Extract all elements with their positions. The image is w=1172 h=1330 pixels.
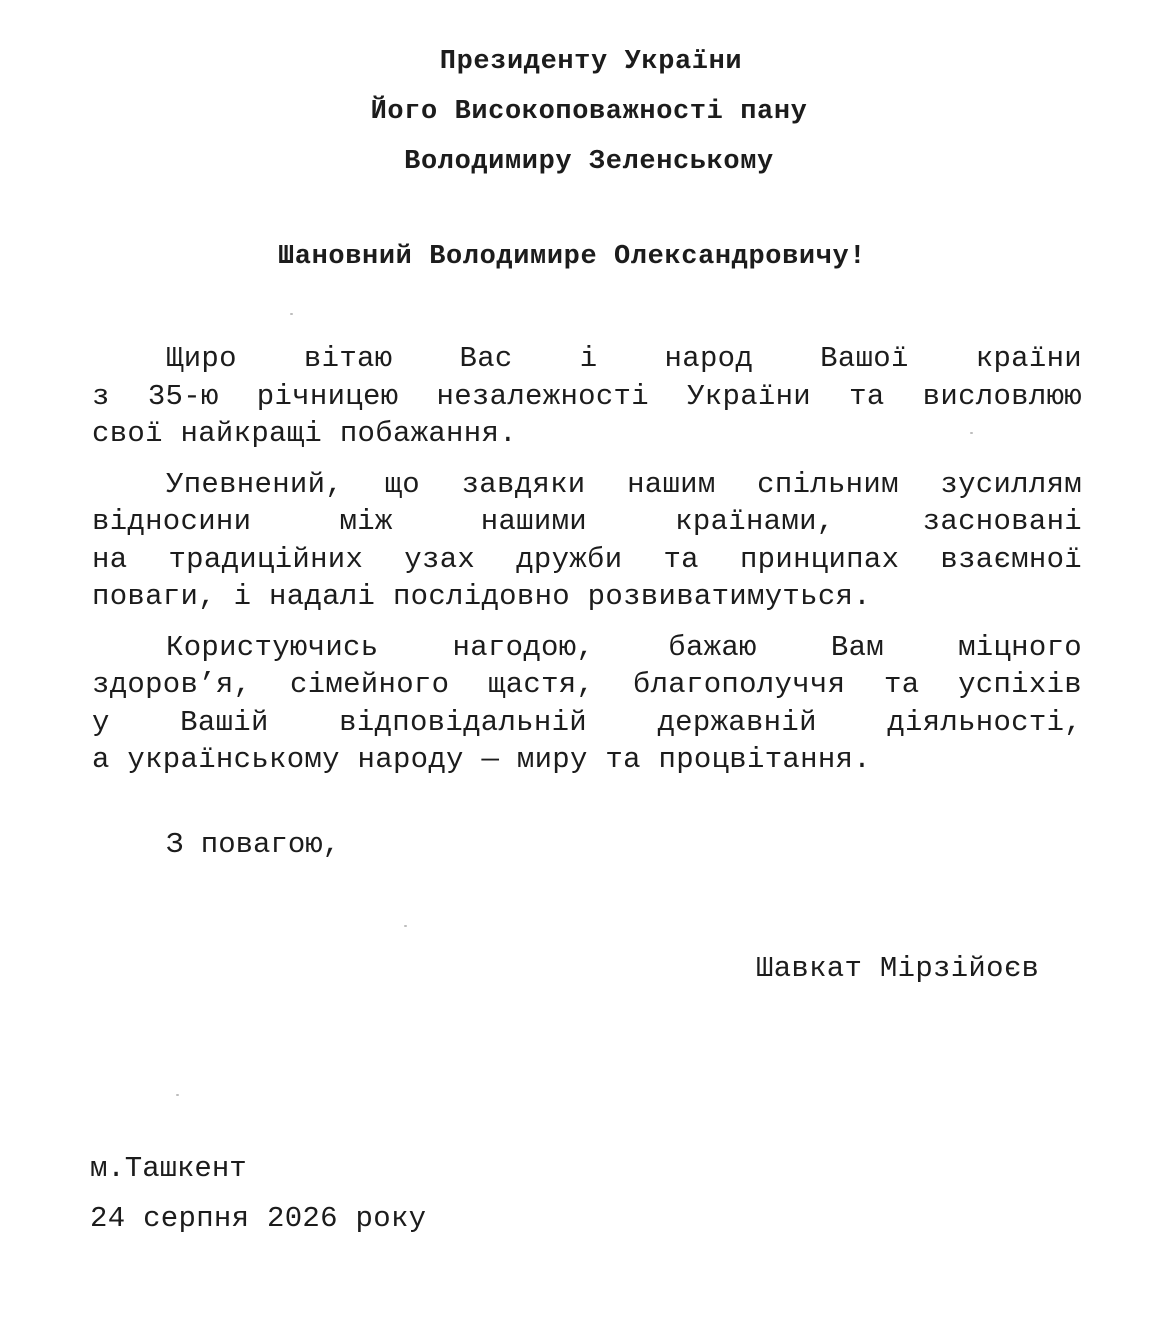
paragraph-3 — [92, 629, 1082, 779]
paragraph-line: з 35-ю річницею незалежності України та висловлюю — [92, 379, 1082, 413]
addressee-block — [0, 40, 1172, 190]
paragraph-line: відносини між нашими країнами, засновані — [92, 505, 1082, 538]
paragraph-line: свої найкращі побажання. — [92, 417, 517, 450]
paragraph-line: на традиційних узах дружби та принципах взаємної — [92, 542, 1082, 576]
scan-speck — [290, 313, 293, 315]
addressee-line-2: Його Високоповажності пану — [370, 97, 808, 127]
scan-speck — [176, 1094, 179, 1096]
date: 24 серпня 2026 року — [90, 1202, 427, 1235]
paragraph-1 — [92, 340, 1082, 453]
closing: З повагою, — [166, 828, 341, 861]
paragraph-line: Щиро вітаю Вас і народ Вашої країни — [166, 342, 1082, 375]
letter-body — [92, 340, 1082, 792]
paragraph-line: здоров’я, сімейного щастя, благополуччя та успіхів — [92, 668, 1082, 701]
paragraph-line: Користуючись нагодою, бажаю Вам міцного — [166, 630, 1082, 664]
city: м.Ташкент — [90, 1152, 247, 1185]
paragraph-line: поваги, і надалі послідовно розвиватимуться. — [92, 580, 871, 613]
paragraph-line: у Вашій відповідальній державній діяльності, — [92, 705, 1082, 739]
scan-speck — [404, 925, 407, 927]
signature-name: Шавкат Мірзійоєв — [756, 952, 1040, 985]
addressee-line-3: Володимиру Зеленському — [404, 147, 774, 177]
salutation: Шановний Володимире Олександровичу! — [278, 242, 867, 272]
addressee-line-1: Президенту України — [439, 47, 743, 77]
scan-speck — [970, 432, 973, 434]
paragraph-line: а українському народу — миру та процвітання. — [92, 743, 871, 776]
paragraph-line: Упевнений, що завдяки нашим спільним зусиллям — [166, 467, 1082, 501]
paragraph-2 — [92, 466, 1082, 616]
